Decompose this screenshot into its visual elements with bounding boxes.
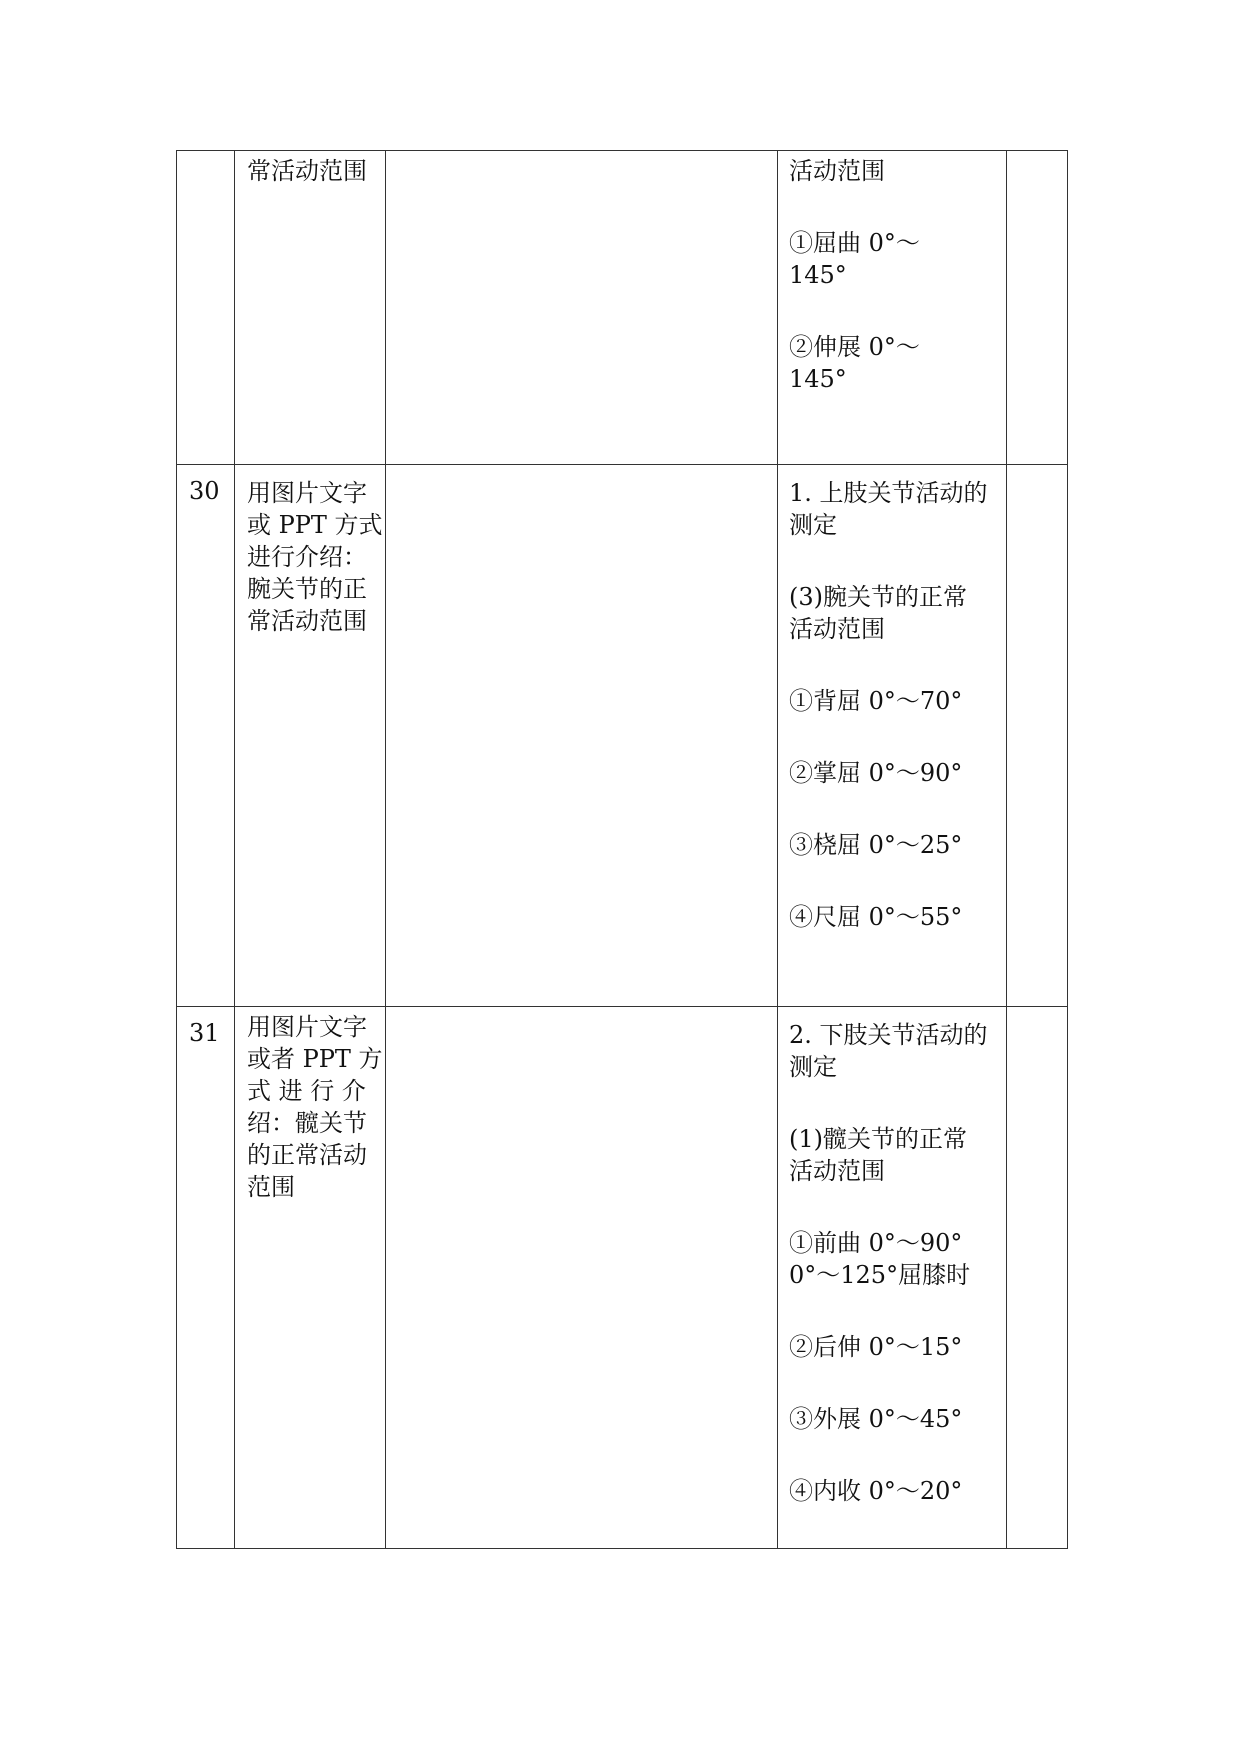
table-row	[177, 1007, 1068, 1549]
content-paragraph: ①背屈 0°～70°	[789, 687, 963, 715]
content-paragraph: 2. 下肢关节活动的 测定	[789, 1021, 988, 1081]
content-paragraph: (1)髋关节的正常 活动范围	[789, 1125, 967, 1185]
content-cell	[778, 151, 1007, 465]
content-paragraph: ④尺屈 0°～55°	[789, 903, 963, 931]
content-paragraph: (3)腕关节的正常 活动范围	[789, 583, 967, 643]
note-cell	[1007, 151, 1068, 465]
table-row	[177, 465, 1068, 1007]
content-paragraph: ③外展 0°～45°	[789, 1405, 963, 1433]
description-text: 用图片文字 或 PPT 方式 进行介绍： 腕关节的正 常活动范围	[247, 479, 383, 635]
description-cell	[235, 465, 386, 1007]
content-paragraph: ②伸展 0°～ 145°	[789, 333, 920, 393]
number-cell: 31	[177, 1007, 235, 1549]
blank-cell	[386, 151, 778, 465]
description-cell	[235, 151, 386, 465]
content-text	[778, 151, 1006, 395]
description-cell	[235, 1007, 386, 1549]
content-paragraph: 1. 上肢关节活动的 测定	[789, 479, 988, 539]
description-text: 常活动范围	[247, 157, 367, 185]
table-row	[177, 151, 1068, 465]
content-cell	[778, 465, 1007, 1007]
content-text	[778, 1007, 1006, 1507]
content-paragraph: ③桡屈 0°～25°	[789, 831, 963, 859]
number-cell: 30	[177, 465, 235, 1007]
content-cell	[778, 1007, 1007, 1549]
lesson-plan-table	[176, 150, 1068, 1549]
description-text: 用图片文字 或者 PPT 方 式 进 行 介 绍：髋关节 的正常活动 范围	[247, 1013, 383, 1201]
content-paragraph: ①前曲 0°～90° 0°～125°屈膝时	[789, 1229, 971, 1289]
content-text	[778, 465, 1006, 933]
content-paragraph: ②后伸 0°～15°	[789, 1333, 963, 1361]
number-cell	[177, 151, 235, 465]
note-cell	[1007, 1007, 1068, 1549]
content-paragraph: ②掌屈 0°～90°	[789, 759, 963, 787]
blank-cell	[386, 465, 778, 1007]
blank-cell	[386, 1007, 778, 1549]
content-paragraph: ①屈曲 0°～ 145°	[789, 229, 920, 289]
note-cell	[1007, 465, 1068, 1007]
content-paragraph: 活动范围	[789, 157, 885, 185]
content-paragraph: ④内收 0°～20°	[789, 1477, 963, 1505]
